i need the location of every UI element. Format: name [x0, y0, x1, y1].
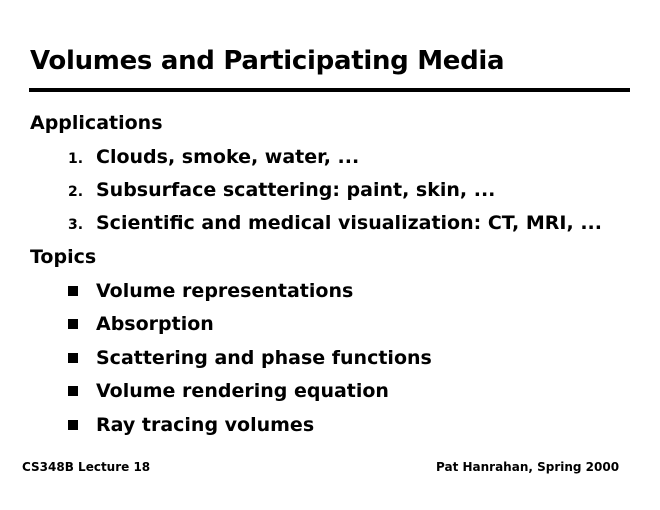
topic-item: [68, 347, 432, 369]
topic-item: [68, 414, 314, 436]
slide-title: Volumes and Participating Media: [30, 46, 505, 76]
list-number: 3.: [68, 217, 84, 233]
footer-author: Pat Hanrahan, Spring 2000: [436, 460, 620, 474]
application-item-text: Scientific and medical visualization: CT, MRI, ...: [96, 212, 602, 234]
list-number: 2.: [68, 184, 84, 200]
topic-item: [68, 280, 353, 302]
topic-item-text: Volume representations: [96, 280, 354, 302]
square-bullet-icon: [68, 286, 78, 296]
topic-item-text: Volume rendering equation: [96, 380, 389, 402]
application-item-text: Subsurface scattering: paint, skin, ...: [96, 179, 496, 201]
application-item: [68, 146, 359, 168]
topic-item-text: Absorption: [96, 313, 214, 335]
footer-course: CS348B Lecture 18: [22, 460, 151, 474]
square-bullet-icon: [68, 353, 78, 363]
topic-item-text: Ray tracing volumes: [96, 414, 315, 436]
topic-item: [68, 380, 389, 402]
application-item: [68, 179, 495, 201]
application-item: [68, 212, 602, 234]
list-number: 1.: [68, 151, 84, 167]
title-divider: [29, 88, 630, 92]
applications-heading: Applications: [30, 112, 163, 134]
topics-heading: Topics: [30, 246, 97, 268]
square-bullet-icon: [68, 319, 78, 329]
application-item-text: Clouds, smoke, water, ...: [96, 146, 360, 168]
square-bullet-icon: [68, 386, 78, 396]
topic-item-text: Scattering and phase functions: [96, 347, 432, 369]
square-bullet-icon: [68, 420, 78, 430]
topic-item: [68, 313, 214, 335]
